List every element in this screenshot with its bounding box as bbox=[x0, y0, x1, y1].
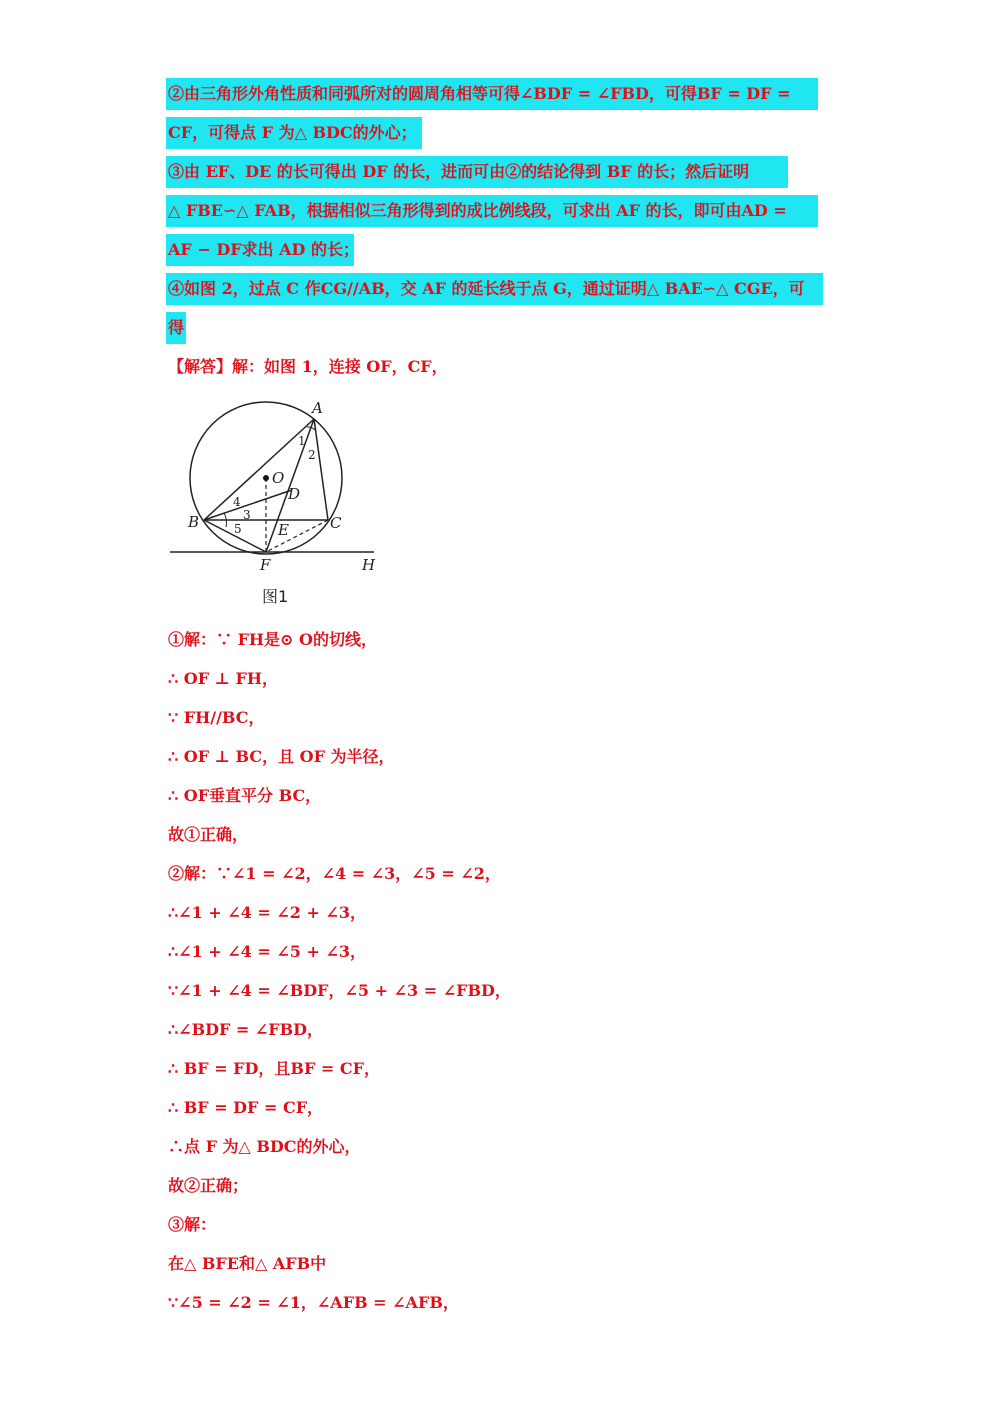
hint-line-6: ④如图 2，过点 C 作CG//AB，交 AF 的延长线于点 G，通过证明△ BAE∽△ CGE，可 bbox=[168, 279, 805, 298]
label-f: F bbox=[260, 556, 271, 574]
hint-line-7: 得 bbox=[168, 318, 185, 337]
label-d: D bbox=[288, 485, 301, 503]
solution-line: ∵ FH//BC， bbox=[168, 708, 265, 727]
angle-label-2: 2 bbox=[308, 448, 316, 462]
solution-line: ∴点 F 为△ BDC的外心， bbox=[168, 1137, 361, 1156]
solution-line: 在△ BFE和△ AFB中 bbox=[168, 1254, 327, 1273]
label-b: B bbox=[188, 513, 200, 531]
solution-line: ②解：∵∠1 = ∠2，∠4 = ∠3，∠5 = ∠2， bbox=[168, 864, 501, 883]
label-c: C bbox=[330, 514, 342, 532]
solution-line: ①解：∵ FH是⊙ O的切线， bbox=[168, 630, 377, 649]
solution-line: ∴ OF ⊥ BC，且 OF 为半径， bbox=[168, 747, 395, 766]
geometry-figure bbox=[166, 395, 386, 585]
solution-line: ∴∠1 + ∠4 = ∠5 + ∠3， bbox=[168, 942, 366, 961]
label-h: H bbox=[362, 556, 376, 574]
solution-line: ∵∠1 + ∠4 = ∠BDF，∠5 + ∠3 = ∠FBD， bbox=[168, 981, 511, 1000]
label-a: A bbox=[312, 399, 323, 417]
solution-line: ∵∠5 = ∠2 = ∠1，∠AFB = ∠AFB， bbox=[168, 1293, 459, 1312]
solution-line: ∴ OF垂直平分 BC， bbox=[168, 786, 322, 805]
solution-line: ∴ OF ⊥ FH， bbox=[168, 669, 279, 688]
solution-line: ③解： bbox=[168, 1215, 217, 1234]
solution-line: 故①正确， bbox=[168, 825, 249, 844]
angle-label-3: 3 bbox=[243, 508, 251, 522]
center-point bbox=[263, 475, 269, 481]
solution-line: ∴ BF = FD，且BF = CF， bbox=[168, 1059, 380, 1078]
hint-line-1: ②由三角形外角性质和同弧所对的圆周角相等可得∠BDF = ∠FBD，可得BF = DF = bbox=[168, 84, 791, 103]
angle-label-5: 5 bbox=[234, 522, 242, 536]
hint-line-2: CF，可得点 F 为△ BDC的外心； bbox=[168, 123, 417, 142]
label-o: O bbox=[272, 469, 285, 487]
angle-label-1: 1 bbox=[298, 434, 306, 448]
hint-line-3: ③由 EF、DE 的长可得出 DF 的长，进而可由②的结论得到 BF 的长；然后证明 bbox=[168, 162, 750, 181]
figure-caption: 图1 bbox=[262, 587, 289, 606]
angle-label-4: 4 bbox=[233, 495, 241, 509]
solution-line: ∴ BF = DF = CF， bbox=[168, 1098, 324, 1117]
label-e: E bbox=[278, 521, 289, 539]
solution-line: ∴∠1 + ∠4 = ∠2 + ∠3， bbox=[168, 903, 366, 922]
solution-line: ∴∠BDF = ∠FBD， bbox=[168, 1020, 324, 1039]
answer-intro: 【解答】解：如图 1，连接 OF，CF， bbox=[168, 357, 448, 376]
segment-ac bbox=[314, 419, 328, 520]
hint-line-4: △ FBE∽△ FAB，根据相似三角形得到的成比例线段，可求出 AF 的长，即可由AD = bbox=[168, 201, 787, 220]
hint-line-5: AF − DF求出 AD 的长； bbox=[168, 240, 359, 259]
solution-line: 故②正确； bbox=[168, 1176, 249, 1195]
